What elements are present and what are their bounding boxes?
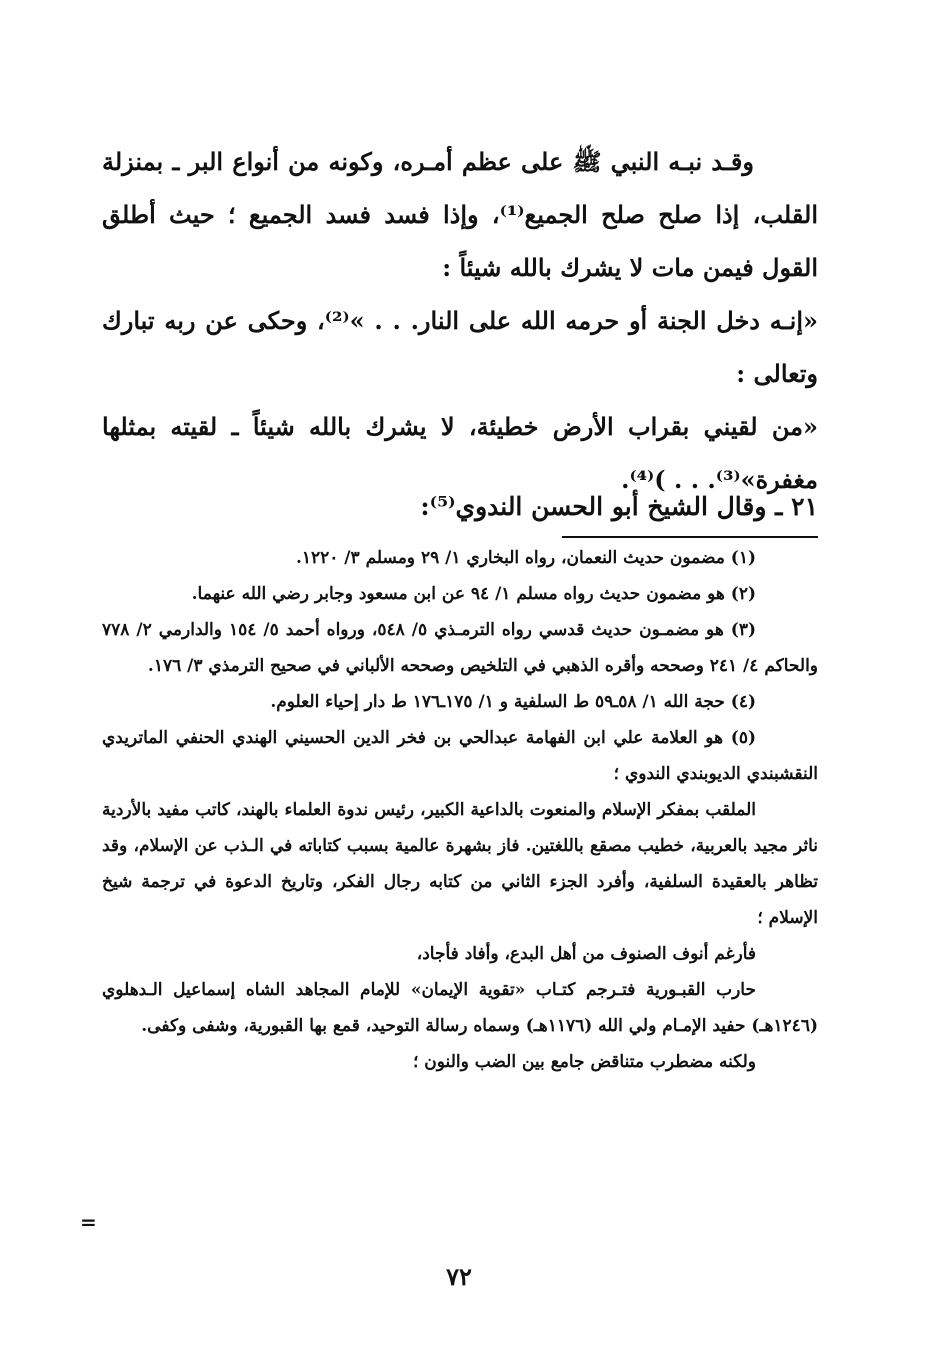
- section-heading: ٢١ ـ وقال الشيخ أبو الحسن الندوي⁽⁵⁾:: [420, 492, 818, 521]
- footnote: (٤) حجة الله ١/ ٥٨ـ٥٩ ط السلفية و ١/ ١٧٥ـ١٧٦ ط دار إحياء العلوم.: [270, 692, 756, 712]
- hadith-quote: «إنـه دخل الجنة أو حرمه الله على النار. . . »⁽²⁾، وحكى عن ربه تبارك وتعالى :: [102, 306, 818, 388]
- footnote: (١) مضمون حديث النعمان، رواه البخاري ١/ ٢٩ ومسلم ٣/ ١٢٢٠.: [295, 548, 756, 568]
- footnote-continuation: ولكنه مضطرب متناقض جامع بين الضب والنون ؛: [412, 1052, 756, 1072]
- page-number: ٧٢: [446, 1262, 472, 1291]
- footnote-separator: [562, 536, 818, 538]
- footnote: (٣) هو مضمـون حديث قدسي رواه الترمـذي ٥/ ٥٤٨، ورواه أحمد ٥/ ١٥٤ والدارمي ٢/ ٧٧٨ والحاكم ٤/ ٢٤١ وصححه وأقره الذهبي في التلخيص وصححه الألباني في صحيح الترمذي ٣/ ١٧٦.: [102, 620, 818, 676]
- footnote: (٥) هو العلامة علي ابن الفهامة عبدالحي بن فخر الدين الحسيني الهندي الحنفي الماتريدي النقشبندي الديوبندي الندوي ؛: [102, 728, 818, 784]
- footnote-continuation: حارب القبـورية فتـرجم كتـاب «تقوية الإيمان» للإمام المجاهد الشاه إسماعيل الـدهلوي (١٢٤٦هـ) حفيد الإمـام ولي الله (١١٧٦هـ) وسماه رسالة التوحيد، قمع بها القبورية، وشفى وكفى.: [102, 980, 818, 1036]
- main-text: [102, 135, 818, 506]
- footnotes: [102, 540, 818, 1080]
- paragraph: وقـد نبـه النبي ﷺ على عظم أمـره، وكونه من أنواع البر ـ بمنزلة القلب، إذا صلح صلح الجميع⁽¹⁾، وإذا فسد فسد الجميع ؛ حيث أطلق القول فيمن مات لا يشرك بالله شيئاً :: [102, 147, 819, 282]
- footnote: (٢) هو مضمون حديث رواه مسلم ١/ ٩٤ عن ابن مسعود وجابر رضي الله عنهما.: [191, 584, 756, 604]
- continuation-mark: =: [80, 1210, 97, 1234]
- footnote-continuation: الملقب بمفكر الإسلام والمنعوت بالداعية الكبير، رئيس ندوة العلماء بالهند، كاتب مفيد بالأردية ناثر مجيد بالعربية، خطيب مصقع باللغتين. فاز بشهرة عالمية بسبب كتاباته في الـذب عن الإسلام، وقد تظاهر بالعقيدة السلفية، وأفرد الجزء الثاني من كتابه رجال الفكر، وتاريخ الدعوة في ترجمة شيخ الإسلام ؛: [102, 800, 818, 928]
- hadith-quote: «من لقيني بقراب الأرض خطيئة، لا يشرك بالله شيئاً ـ لقيته بمثلها مغفرة»⁽³⁾. . . )⁽⁴⁾.: [102, 412, 818, 494]
- footnote-continuation: فأرغم أنوف الصنوف من أهل البدع، وأفاد فأجاد،: [416, 944, 756, 964]
